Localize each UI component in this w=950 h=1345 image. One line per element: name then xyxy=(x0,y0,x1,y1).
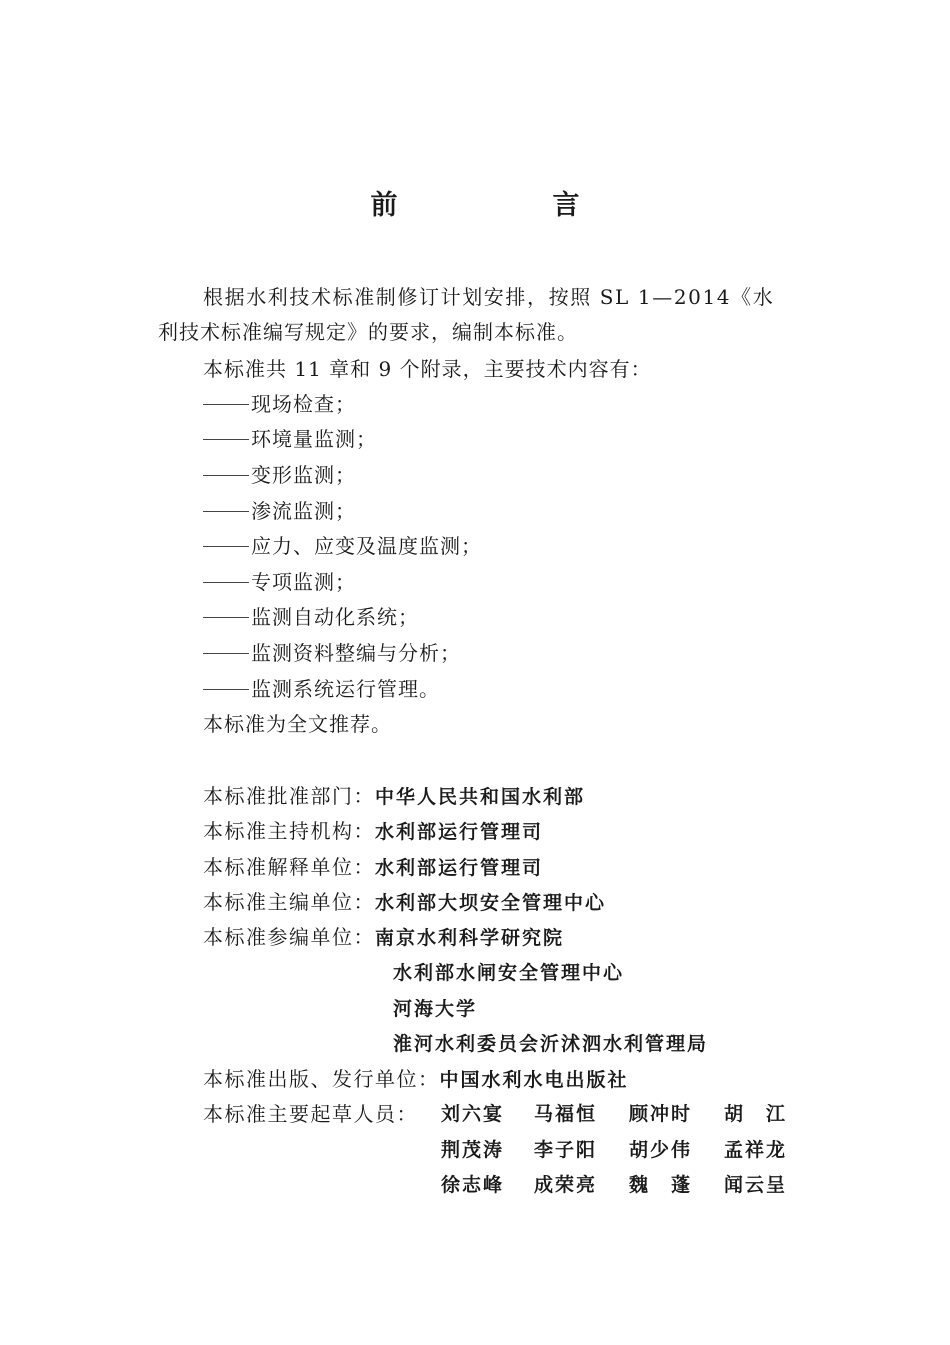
list-item-text: 渗流监测； xyxy=(251,499,356,523)
drafter-name: 胡少伟 xyxy=(629,1139,693,1161)
list-item xyxy=(203,425,377,453)
co-value: 河海大学 xyxy=(393,998,478,1020)
drafter-name: 魏 蓬 xyxy=(629,1174,693,1196)
dash-marker xyxy=(203,675,251,703)
list-item xyxy=(203,532,482,560)
list-item-text: 应力、应变及温度监测； xyxy=(251,534,482,558)
list-item xyxy=(203,675,440,703)
dash-marker xyxy=(203,603,251,631)
page-title: 前 言 xyxy=(370,190,644,221)
dash-marker xyxy=(203,568,251,596)
co-row xyxy=(393,1029,708,1058)
dash-marker xyxy=(203,390,251,418)
interpret-label: 本标准解释单位： xyxy=(203,855,375,879)
co-value: 南京水利科学研究院 xyxy=(375,927,565,949)
chief-value: 水利部大坝安全管理中心 xyxy=(375,892,607,914)
dash-marker xyxy=(203,639,251,667)
drafter-name: 马福恒 xyxy=(534,1103,598,1125)
dash-marker xyxy=(203,461,251,489)
list-item-text: 监测系统运行管理。 xyxy=(251,677,440,701)
list-item-text: 专项监测； xyxy=(251,570,356,594)
list-item-text: 监测资料整编与分析； xyxy=(251,641,461,665)
co-row xyxy=(393,958,624,987)
drafter-name: 孟祥龙 xyxy=(724,1139,788,1161)
drafters-row xyxy=(203,1100,418,1128)
list-item-text: 监测自动化系统； xyxy=(251,605,419,629)
chief-row xyxy=(203,888,606,917)
list-item xyxy=(203,603,419,631)
drafters-label: 本标准主要起草人员： xyxy=(203,1102,418,1126)
publisher-label: 本标准出版、发行单位： xyxy=(203,1067,440,1091)
list-item-text: 现场检查； xyxy=(251,392,356,416)
co-label: 本标准参编单位： xyxy=(203,925,375,949)
paragraph-2: 本标准共 11 章和 9 个附录，主要技术内容有： xyxy=(203,357,652,381)
host-row xyxy=(203,817,543,846)
closing-statement: 本标准为全文推荐。 xyxy=(203,712,392,736)
list-item xyxy=(203,497,356,525)
list-item xyxy=(203,639,461,667)
host-label: 本标准主持机构： xyxy=(203,819,375,843)
drafter-name: 李子阳 xyxy=(534,1139,598,1161)
publisher-value: 中国水利水电出版社 xyxy=(439,1069,629,1091)
interpret-row xyxy=(203,853,543,882)
list-item xyxy=(203,390,356,418)
list-item-text: 环境量监测； xyxy=(251,427,377,451)
approve-row xyxy=(203,782,585,811)
publisher-row xyxy=(203,1065,629,1094)
dash-marker xyxy=(203,532,251,560)
drafter-name: 顾冲时 xyxy=(629,1103,693,1125)
dash-marker xyxy=(203,425,251,453)
co-row xyxy=(393,994,477,1023)
drafter-name: 荆茂涛 xyxy=(441,1139,505,1161)
co-value: 淮河水利委员会沂沭泗水利管理局 xyxy=(393,1033,709,1055)
dash-marker xyxy=(203,497,251,525)
approve-label: 本标准批准部门： xyxy=(203,784,375,808)
interpret-value: 水利部运行管理司 xyxy=(375,857,544,879)
drafter-name: 成荣亮 xyxy=(534,1174,598,1196)
drafter-name: 刘六宴 xyxy=(441,1103,505,1125)
drafter-name: 徐志峰 xyxy=(441,1174,505,1196)
host-value: 水利部运行管理司 xyxy=(375,821,544,843)
paragraph-1-line-2: 利技术标准编写规定》的要求，编制本标准。 xyxy=(158,320,578,344)
drafter-name: 闻云呈 xyxy=(724,1174,788,1196)
approve-value: 中华人民共和国水利部 xyxy=(375,786,586,808)
list-item-text: 变形监测； xyxy=(251,463,356,487)
co-value: 水利部水闸安全管理中心 xyxy=(393,962,625,984)
drafter-name: 胡 江 xyxy=(724,1103,788,1125)
paragraph-1-line-1: 根据水利技术标准制修订计划安排，按照 SL 1—2014《水 xyxy=(203,285,775,309)
co-row xyxy=(203,923,564,952)
list-item xyxy=(203,568,356,596)
list-item xyxy=(203,461,356,489)
chief-label: 本标准主编单位： xyxy=(203,890,375,914)
